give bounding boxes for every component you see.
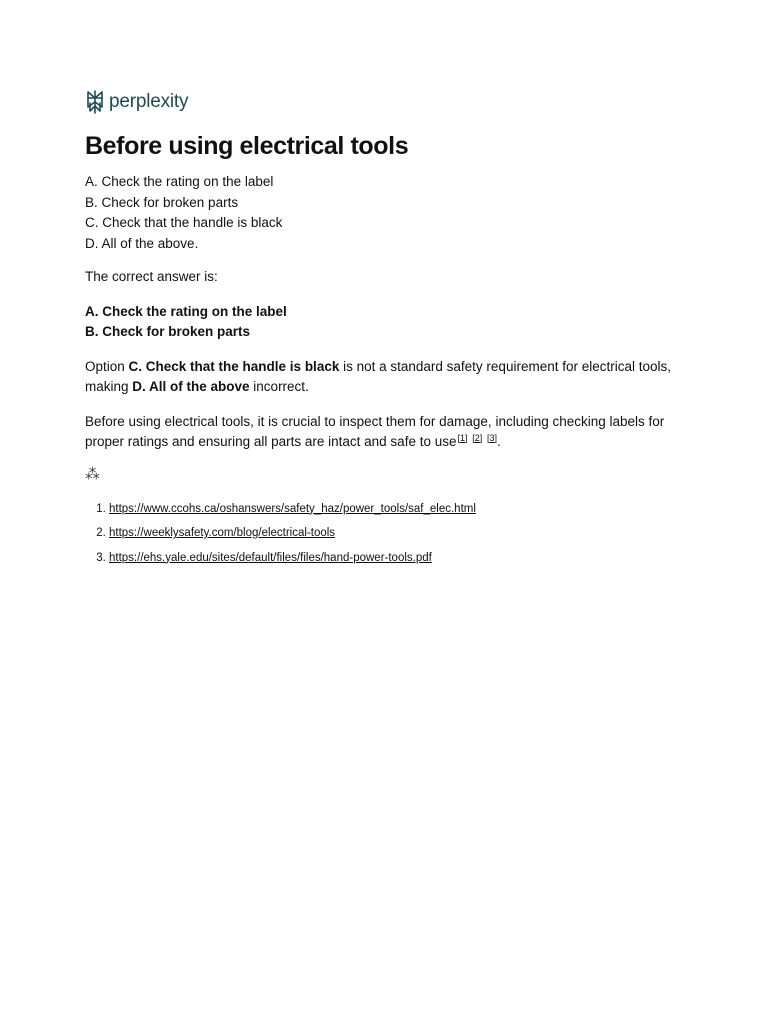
option-b: B. Check for broken parts: [85, 194, 239, 210]
page-title: Before using electrical tools: [85, 132, 409, 160]
citation-2[interactable]: [2]: [472, 432, 483, 443]
reference-link-3[interactable]: https://ehs.yale.edu/sites/default/files/files/hand-power-tools.pdf: [109, 551, 432, 564]
reference-link-1[interactable]: https://www.ccohs.ca/oshanswers/safety_haz/power_tools/saf_elec.html: [109, 502, 476, 515]
reference-item: [109, 525, 685, 541]
sources-icon: ⁂: [85, 465, 100, 483]
explanation-option-d: D. All of the above: [132, 379, 250, 394]
summary-end: .: [497, 434, 501, 449]
explanation-paragraph: [85, 357, 685, 398]
explanation-pre: Option: [85, 358, 129, 374]
reference-item: [109, 501, 685, 517]
option-c: C. Check that the handle is black: [85, 215, 283, 230]
correct-answers: [85, 302, 685, 343]
citation-1[interactable]: [1]: [457, 432, 468, 443]
reference-link-2[interactable]: https://weeklysafety.com/blog/electrical-tools: [109, 527, 336, 539]
citation-3[interactable]: [3]: [487, 432, 498, 443]
explanation-mid: is not a standard safety requirement for electrical tools, making: [85, 358, 672, 394]
question-options: [85, 172, 685, 254]
brand-logo[interactable]: [85, 88, 685, 116]
answer-b: B. Check for broken parts: [85, 324, 251, 339]
references-list: [85, 501, 685, 566]
brand-name: perplexity: [109, 91, 189, 112]
option-d: D. All of the above.: [85, 235, 199, 251]
answer-intro: The correct answer is:: [85, 269, 218, 284]
explanation-post: incorrect.: [249, 379, 309, 394]
summary-paragraph: [85, 412, 685, 453]
answer-a: A. Check the rating on the label: [85, 303, 287, 319]
perplexity-logo-icon: [85, 90, 105, 114]
option-a: A. Check the rating on the label: [85, 174, 274, 189]
explanation-option-c: C. Check that the handle is black: [128, 358, 340, 374]
reference-item: [109, 550, 685, 566]
summary-text: Before using electrical tools, it is crucial to inspect them for damage, including checking labels for proper ratings and ensuring all parts are intact and safe to use: [85, 413, 665, 449]
document-page: [85, 88, 685, 574]
